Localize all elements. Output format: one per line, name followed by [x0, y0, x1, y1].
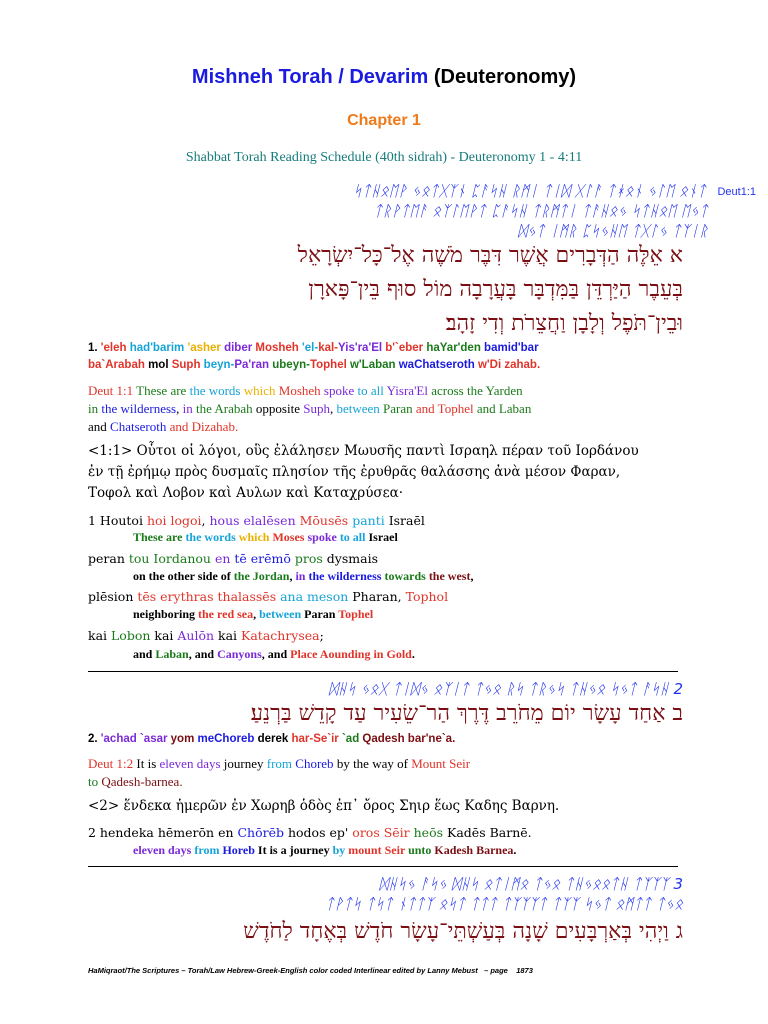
- colored-word: Paran: [383, 401, 416, 416]
- colored-word: spoke: [307, 530, 340, 544]
- v1-english-line: [88, 401, 531, 417]
- colored-word: , and: [261, 647, 291, 661]
- colored-word: 'achad `asar: [100, 733, 171, 745]
- verse-divider: [88, 671, 678, 672]
- colored-word: and: [133, 647, 156, 661]
- colored-word: Mōusēs: [299, 513, 353, 528]
- colored-word: yom: [170, 733, 198, 745]
- colored-word: , and: [188, 647, 218, 661]
- colored-word: the red sea: [198, 607, 254, 621]
- colored-word: en: [214, 551, 235, 566]
- v2-hebrew-line: ב אַחַד עָשָׂר יוֹם מֵחֹרֵב דֶּרֶךְ הַר־שֵׂעִיר עַד קָדֵשׁ בַּרְנֵעַ׃: [250, 701, 683, 726]
- colored-word: between: [259, 607, 305, 621]
- colored-word: hoi logoi: [146, 513, 202, 528]
- verse-divider: [88, 866, 678, 867]
- colored-word: 2 hendeka hēmerōn: [88, 825, 219, 840]
- colored-word: Tophel: [309, 359, 350, 371]
- colored-word: ep': [329, 825, 353, 840]
- v2-translit-line: [88, 733, 455, 745]
- v1-hebrew-line: א אֵלֶּה הַדְּבָרִים אֲשֶׁר דִּבֶּר מֹשֶׁה אֶל־כָּל־יִשְׂרָאֵל: [297, 243, 683, 268]
- colored-word: Kadesh Barnea: [434, 843, 514, 857]
- v1-interlinear-english: [133, 607, 373, 622]
- page-footer: HaMiqraot/The Scriptures – Torah/Law Hebrew-Greek-English color coded Interlinear edited by Lanny Mebust – page 1873: [88, 966, 533, 975]
- colored-word: the words: [189, 383, 244, 398]
- colored-word: ;: [319, 628, 324, 643]
- v1-interlinear-english: [133, 647, 415, 662]
- colored-word: Katachrysea: [241, 628, 320, 643]
- colored-word: Tophol: [405, 589, 449, 604]
- colored-word: to all: [339, 530, 369, 544]
- colored-word: hodos: [287, 825, 330, 840]
- colored-word: Paran: [304, 607, 339, 621]
- colored-word: dysmais: [326, 551, 378, 566]
- v1-interlinear-greek: [88, 513, 425, 528]
- colored-word: mol: [148, 359, 172, 371]
- colored-word: w'Laban: [349, 359, 399, 371]
- colored-word: from: [266, 756, 296, 771]
- colored-word: had'barim: [129, 342, 188, 354]
- colored-word: Mosheh: [255, 342, 303, 354]
- colored-word: hous elalēsen: [209, 513, 300, 528]
- colored-word: 'asher: [187, 342, 225, 354]
- colored-word: peran: [88, 551, 129, 566]
- colored-word: opposite: [255, 401, 304, 416]
- v1-verse-ref: Deut1:1: [717, 186, 756, 198]
- colored-word: in: [182, 401, 196, 416]
- colored-word: kai: [154, 628, 178, 643]
- colored-word: Mount Seir: [411, 756, 471, 771]
- colored-word: the wilderness: [308, 569, 385, 583]
- colored-word: in: [88, 401, 102, 416]
- colored-word: to all: [357, 383, 387, 398]
- v1-translit-line: [88, 359, 540, 371]
- colored-word: neighboring: [133, 607, 199, 621]
- colored-word: across: [431, 383, 467, 398]
- colored-word: Israel: [368, 530, 398, 544]
- colored-word: Kadēs Barnē.: [447, 825, 532, 840]
- colored-word: Horeb: [222, 843, 258, 857]
- v3-hebrew-line: ג וַיְהִי בְּאַרְבָּעִים שָׁנָה בְּעַשְׁתֵּי־עָשָׂר חֹדֶשׁ בְּאֶחָד לַחֹדֶשׁ: [243, 919, 683, 944]
- colored-word: and Tophel: [415, 401, 477, 416]
- v1-greek-line: Τοφολ καὶ Λοβον καὶ Αυλων καὶ Καταχρύσεα·: [88, 485, 404, 501]
- v2-interlinear-greek: [88, 825, 532, 840]
- colored-word: by the way of: [336, 756, 412, 771]
- v2-interlinear-english: [133, 843, 516, 858]
- v2-english-line: [88, 756, 470, 772]
- colored-word: meChoreb: [197, 733, 258, 745]
- v1-interlinear-greek: [88, 628, 324, 643]
- colored-word: .: [411, 647, 415, 661]
- v1-hebrew-line: וּבֵין־תֹּפֶל וְלָבָן וַחֲצֵרֹת וְדִי זָהָב׃: [445, 311, 683, 336]
- colored-word: panti: [352, 513, 389, 528]
- colored-word: ,: [289, 569, 296, 583]
- colored-word: Lobon: [111, 628, 155, 643]
- v1-interlinear-english: [133, 530, 398, 545]
- colored-word: Laban: [155, 647, 189, 661]
- colored-word: diber: [224, 342, 256, 354]
- colored-word: Yis'ra'El: [338, 342, 386, 354]
- colored-word: journey: [223, 756, 267, 771]
- colored-word: the wilderness: [101, 401, 177, 416]
- colored-word: tē erēmō: [234, 551, 295, 566]
- v1-greek-line: ἐν τῇ ἐρήμῳ πρὸς δυσμαῖς πλησίον τῆς ἐρυθρᾶς θαλάσσης ἀνὰ μέσον Φαραν,: [88, 464, 621, 480]
- colored-word: the Arabah: [195, 401, 256, 416]
- colored-word: heōs: [413, 825, 447, 840]
- v1-greek-line: <1:1> Οὗτοι οἱ λόγοι, οὓς ἐλάλησεν Μωυσῆς παντὶ Ισραηλ πέραν τοῦ Ιορδάνου: [88, 443, 639, 459]
- colored-word: between: [336, 401, 384, 416]
- colored-word: spoke: [323, 383, 358, 398]
- colored-word: and: [88, 419, 111, 434]
- colored-word: Pa'ran: [234, 359, 273, 371]
- colored-word: towards: [384, 569, 429, 583]
- colored-word: Qadesh-barnea.: [101, 774, 183, 789]
- v3-paleo-line: ᛏᚹᛏᛋ ᛏᛋᛏ ᚾᛏᛏᛉ ᛟᛋᛏ ᛏᛏᛏ ᛏᛉᛉᛉᛏ ᛏᛉᛉ ᛋᛃᛏ ᛟᛗᛏᛏ ᛏᛃᛟ: [325, 895, 683, 913]
- colored-word: Qadesh bar'ne`a.: [362, 733, 456, 745]
- colored-word: bamid'bar: [484, 342, 539, 354]
- v1-paleo-line: ᛞᛃᛏ ᛁᛗᚱ ᛈᛋᛃᚺᛖ ᛏᚷᛚᛃ ᛏᛉᛁᚱ: [517, 222, 708, 240]
- colored-word: the words: [185, 530, 239, 544]
- colored-word: Chatseroth: [110, 419, 170, 434]
- page-number: 1873: [516, 966, 533, 975]
- colored-word: en: [218, 825, 238, 840]
- v1-english-line: [88, 383, 523, 399]
- colored-word: ,: [397, 589, 406, 604]
- v1-english-line: [88, 419, 238, 435]
- chapter-heading: Chapter 1: [347, 112, 421, 129]
- colored-word: 2.: [88, 733, 101, 745]
- colored-word: It is a journey: [257, 843, 333, 857]
- colored-word: ana meson: [280, 589, 353, 604]
- v1-interlinear-english: [133, 569, 473, 584]
- colored-word: unto: [408, 843, 435, 857]
- v1-paleo-block: [202, 182, 756, 242]
- colored-word: eleven days: [159, 756, 224, 771]
- v2-paleo-line: ᛞᚺᛋ ᛃᛟᚷ ᛏᛁᛞᛃ ᛟᛉᛁᛏ ᛏᛃᛟ ᚱᛋ ᛏᚱᛃᛋ ᛏᚺᛃᛟ ᛋᛃᛏ ᚨᛋᚺ 2: [328, 680, 683, 698]
- colored-word: Mosheh: [278, 383, 324, 398]
- colored-word: to: [88, 774, 102, 789]
- reading-schedule: Shabbat Torah Reading Schedule (40th sidrah) - Deuteronomy 1 - 4:11: [185, 150, 583, 165]
- colored-word: ,: [201, 513, 210, 528]
- v1-translit-line: [88, 342, 539, 354]
- colored-word: Suph: [171, 359, 204, 371]
- colored-word: Pharan: [352, 589, 398, 604]
- v2-english-line: [88, 774, 183, 790]
- v1-interlinear-greek: [88, 589, 448, 604]
- colored-word: w'Di zahab.: [477, 359, 541, 371]
- colored-word: by: [332, 843, 349, 857]
- colored-word: Moses: [272, 530, 308, 544]
- v2-greek-line: <2> ἕνδεκα ἡμερῶν ἐν Χωρηβ ὁδὸς ἐπ᾽ ὄρος Σηιρ ἕως Καδης Βαρνη.: [88, 798, 560, 814]
- colored-word: 1.: [88, 342, 101, 354]
- colored-word: These are: [136, 383, 190, 398]
- colored-word: Deut 1:2: [88, 756, 137, 771]
- colored-word: ba`Arabah: [88, 359, 149, 371]
- colored-word: Aulōn: [177, 628, 219, 643]
- colored-word: beyn-: [203, 359, 235, 371]
- colored-word: tēs erythras thalassēs: [137, 589, 281, 604]
- colored-word: kal-: [318, 342, 339, 354]
- colored-word: tou Iordanou: [128, 551, 215, 566]
- colored-word: and Dizahab.: [169, 419, 239, 434]
- colored-word: ,: [253, 607, 260, 621]
- colored-word: the Jordan: [233, 569, 290, 583]
- colored-word: pros: [294, 551, 327, 566]
- colored-word: These are: [133, 530, 186, 544]
- colored-word: oros Sēir: [352, 825, 414, 840]
- colored-word: eleven days: [133, 843, 195, 857]
- colored-word: 1 Houtoi: [88, 513, 147, 528]
- v1-paleo-line: ᛏᚱᚹᛏᛖᚨ ᛟᛉᛚᛖᚹᛏ ᛈᚨᛋᚺ ᛏᚱᛗᛏᛁ ᛏᚨᚺᛟᛃ ᛋᛏᚺᛟᛖ ᛖᛃᛏ: [373, 202, 708, 220]
- v1-interlinear-greek: [88, 551, 378, 566]
- colored-word: haYar'den: [426, 342, 485, 354]
- colored-word: Israēl: [388, 513, 425, 528]
- colored-word: which: [238, 530, 273, 544]
- colored-word: on the other side of: [133, 569, 234, 583]
- colored-word: and Laban: [476, 401, 532, 416]
- colored-word: Canyons: [217, 647, 262, 661]
- colored-word: It is: [136, 756, 160, 771]
- colored-word: kai: [88, 628, 111, 643]
- colored-word: the west: [428, 569, 471, 583]
- colored-word: Deut 1:1: [88, 383, 137, 398]
- colored-word: b'`eber: [385, 342, 427, 354]
- colored-word: in: [295, 569, 309, 583]
- colored-word: 'el-: [302, 342, 319, 354]
- colored-word: ubeyn-: [272, 359, 310, 371]
- colored-word: Chōrēb: [237, 825, 288, 840]
- colored-word: 'eleh: [100, 342, 130, 354]
- colored-word: Place Aounding in Gold: [290, 647, 412, 661]
- page-title: Mishneh Torah / Devarim (Deuteronomy): [191, 66, 577, 88]
- colored-word: Choreb: [295, 756, 337, 771]
- colored-word: Tophel: [338, 607, 374, 621]
- v1-paleo-line: ᛋᛏᚺᛟᛖᚹ ᛃᛟᛏᚷᛉᚾ ᛈᚨᛋᚺ ᚱᛗᛁ ᛏᛁᛞ ᚷᛚᚨ ᛏᚼᛟᚾ ᛃᛚᛖ ᛟᚾᛏ: [352, 182, 706, 200]
- colored-word: kai: [218, 628, 242, 643]
- colored-word: plēsion: [88, 589, 138, 604]
- colored-word: ,: [176, 401, 183, 416]
- colored-word: mount Seir: [348, 843, 409, 857]
- v3-paleo-line: ᛞᚺᛋᛃ ᚨᛋᛃ ᛞᚺᛋ ᛟᛏᛁᛗᛟ ᛏᛃᛟ ᛏᚺᛃᛟᛟᛏᚺ ᛏᛉᛉᛉ 3: [379, 875, 683, 893]
- colored-word: waChatseroth: [398, 359, 478, 371]
- v1-hebrew-line: בְּעֵבֶר הַיַּרְדֵּן בַּמִּדְבָּר בָּעֲרָבָה מוֹל סוּף בֵּין־פָּארָן: [308, 277, 683, 302]
- colored-word: from: [194, 843, 223, 857]
- colored-word: ,: [329, 401, 337, 416]
- colored-word: .: [513, 843, 517, 857]
- colored-word: which: [243, 383, 279, 398]
- colored-word: Yisra'El: [386, 383, 432, 398]
- colored-word: the Yarden: [466, 383, 523, 398]
- colored-word: har-Se`ir: [291, 733, 342, 745]
- colored-word: derek: [257, 733, 292, 745]
- colored-word: Suph: [303, 401, 330, 416]
- colored-word: ,: [470, 569, 474, 583]
- colored-word: `ad: [341, 733, 363, 745]
